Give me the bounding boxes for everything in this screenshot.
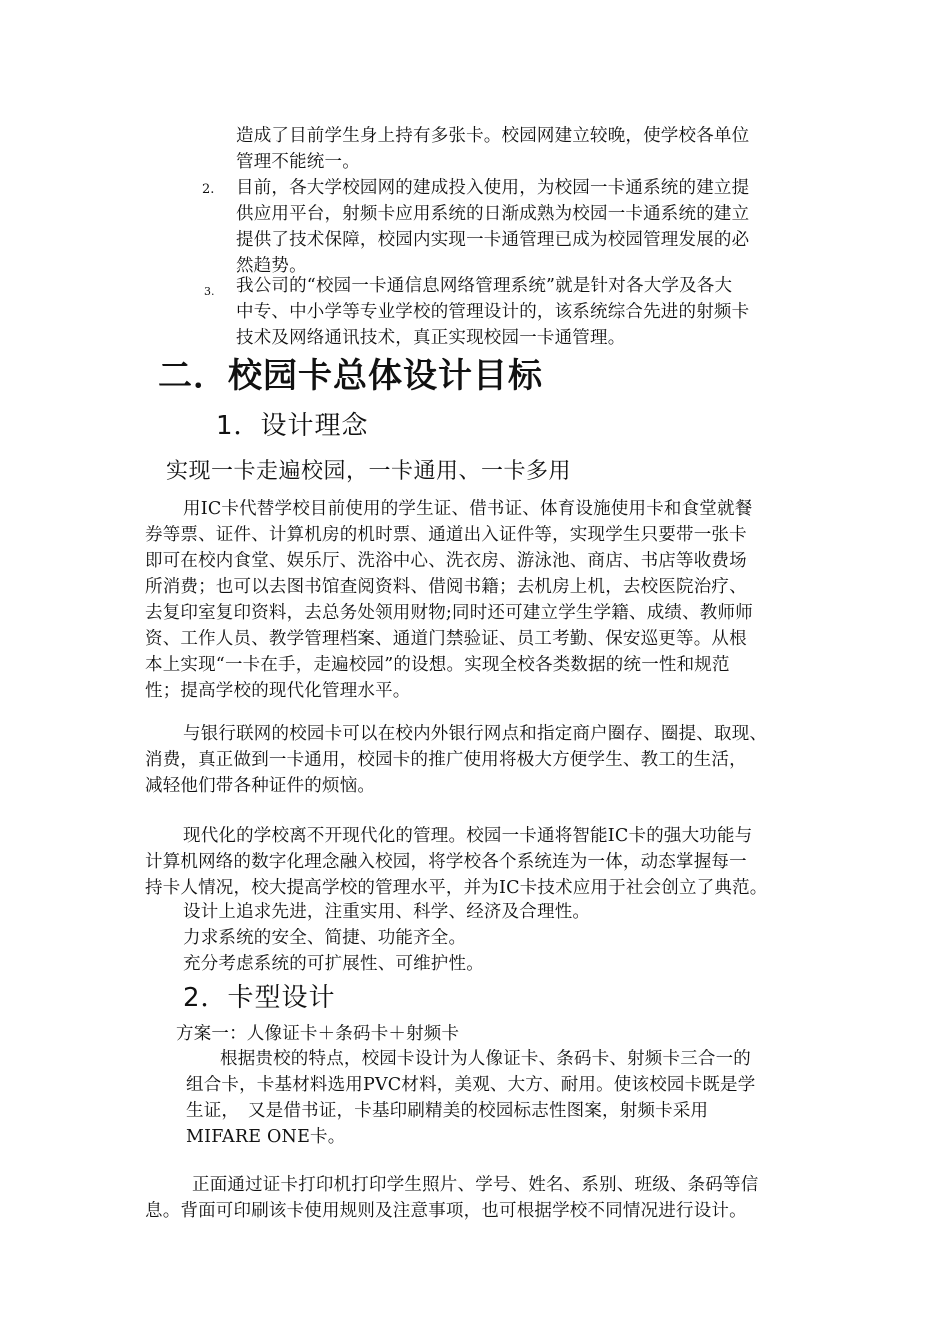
section-heading: 二．校园卡总体设计目标 <box>158 356 543 396</box>
para-3-line-2: 计算机网络的数字化理念融入校园，将学校各个系统连为一体，动态掌握每一 <box>145 852 747 872</box>
list-item-3-line-3: 技术及网络通讯技术，真正实现校园一卡通管理。 <box>236 328 626 348</box>
design-slogan: 实现一卡走遍校园，一卡通用、一卡多用 <box>166 459 572 484</box>
design-goal-1: 设计上追求先进，注重实用、科学、经济及合理性。 <box>183 902 591 922</box>
para-1-line-6: 资、工作人员、教学管理档案、通道门禁验证、员工考勤、保安巡更等。从根 <box>145 629 747 649</box>
list-item-3-line-1: 我公司的“校园一卡通信息网络管理系统”就是针对各大学及各大 <box>236 276 733 296</box>
list-item-2-line-2: 供应用平台，射频卡应用系统的日渐成熟为校园一卡通系统的建立 <box>236 204 750 224</box>
list-item-2-line-1: 目前，各大学校园网的建成投入使用，为校园一卡通系统的建立提 <box>236 178 750 198</box>
para-2-line-1: 与银行联网的校园卡可以在校内外银行网点和指定商户圈存、圈提、取现、 <box>183 724 768 744</box>
design-goal-2: 力求系统的安全、简捷、功能齐全。 <box>183 928 467 948</box>
list-item-2-line-3: 提供了技术保障，校园内实现一卡通管理已成为校园管理发展的必 <box>236 230 750 250</box>
list-item-1-line-1: 造成了目前学生身上持有多张卡。校园网建立较晚，使学校各单位 <box>236 126 750 146</box>
para-1-line-4: 所消费；也可以去图书馆查阅资料、借阅书籍；去机房上机，去校医院治疗、 <box>145 577 747 597</box>
card-para-2-line-2: 息。背面可印刷该卡使用规则及注意事项，也可根据学校不同情况进行设计。 <box>145 1201 747 1221</box>
card-para-1-line-3: 生证， 又是借书证，卡基印刷精美的校园标志性图案，射频卡采用 <box>186 1101 709 1121</box>
list-item-3-line-2: 中专、中小学等专业学校的管理设计的，该系统综合先进的射频卡 <box>236 302 750 322</box>
subsection-2-heading: 2．卡型设计 <box>183 983 336 1013</box>
para-1-line-7: 本上实现“一卡在手，走遍校园”的设想。实现全校各类数据的统一性和规范 <box>145 655 730 675</box>
card-para-2-line-1: 正面通过证卡打印机打印学生照片、学号、姓名、系别、班级、条码等信 <box>192 1175 759 1195</box>
list-item-3-number: 3. <box>204 285 215 298</box>
para-1-line-5: 去复印室复印资料，去总务处领用财物;同时还可建立学生学籍、成绩、教师师 <box>145 603 753 623</box>
para-1-line-8: 性；提高学校的现代化管理水平。 <box>145 681 411 701</box>
para-1-line-2: 券等票、证件、计算机房的机时票、通道出入证件等，实现学生只要带一张卡 <box>145 525 747 545</box>
para-3-line-3: 持卡人情况，校大提高学校的管理水平，并为IC卡技术应用于社会创立了典范。 <box>145 878 768 898</box>
para-1-line-3: 即可在校内食堂、娱乐厅、洗浴中心、洗衣房、游泳池、商店、书店等收费场 <box>145 551 747 571</box>
para-2-line-2: 消费，真正做到一卡通用，校园卡的推广使用将极大方便学生、教工的生活， <box>145 750 747 770</box>
design-goal-3: 充分考虑系统的可扩展性、可维护性。 <box>183 954 484 974</box>
card-para-1-line-1: 根据贵校的特点，校园卡设计为人像证卡、条码卡、射频卡三合一的 <box>220 1049 751 1069</box>
list-item-2-line-4: 然趋势。 <box>236 256 307 276</box>
card-para-1-line-4: MIFARE ONE卡。 <box>186 1127 346 1147</box>
para-3-line-1: 现代化的学校离不开现代化的管理。校园一卡通将智能IC卡的强大功能与 <box>183 826 753 846</box>
list-item-1-line-2: 管理不能统一。 <box>236 152 360 172</box>
card-para-1-line-2: 组合卡，卡基材料选用PVC材料，美观、大方、耐用。使该校园卡既是学 <box>186 1075 756 1095</box>
para-1-line-1: 用IC卡代替学校目前使用的学生证、借书证、体育设施使用卡和食堂就餐 <box>183 499 753 519</box>
card-scheme-label: 方案一：人像证卡＋条码卡＋射频卡 <box>176 1024 460 1044</box>
subsection-1-heading: 1．设计理念 <box>216 411 369 441</box>
para-2-line-3: 减轻他们带各种证件的烦恼。 <box>145 776 376 796</box>
list-item-2-number: 2. <box>202 182 215 197</box>
